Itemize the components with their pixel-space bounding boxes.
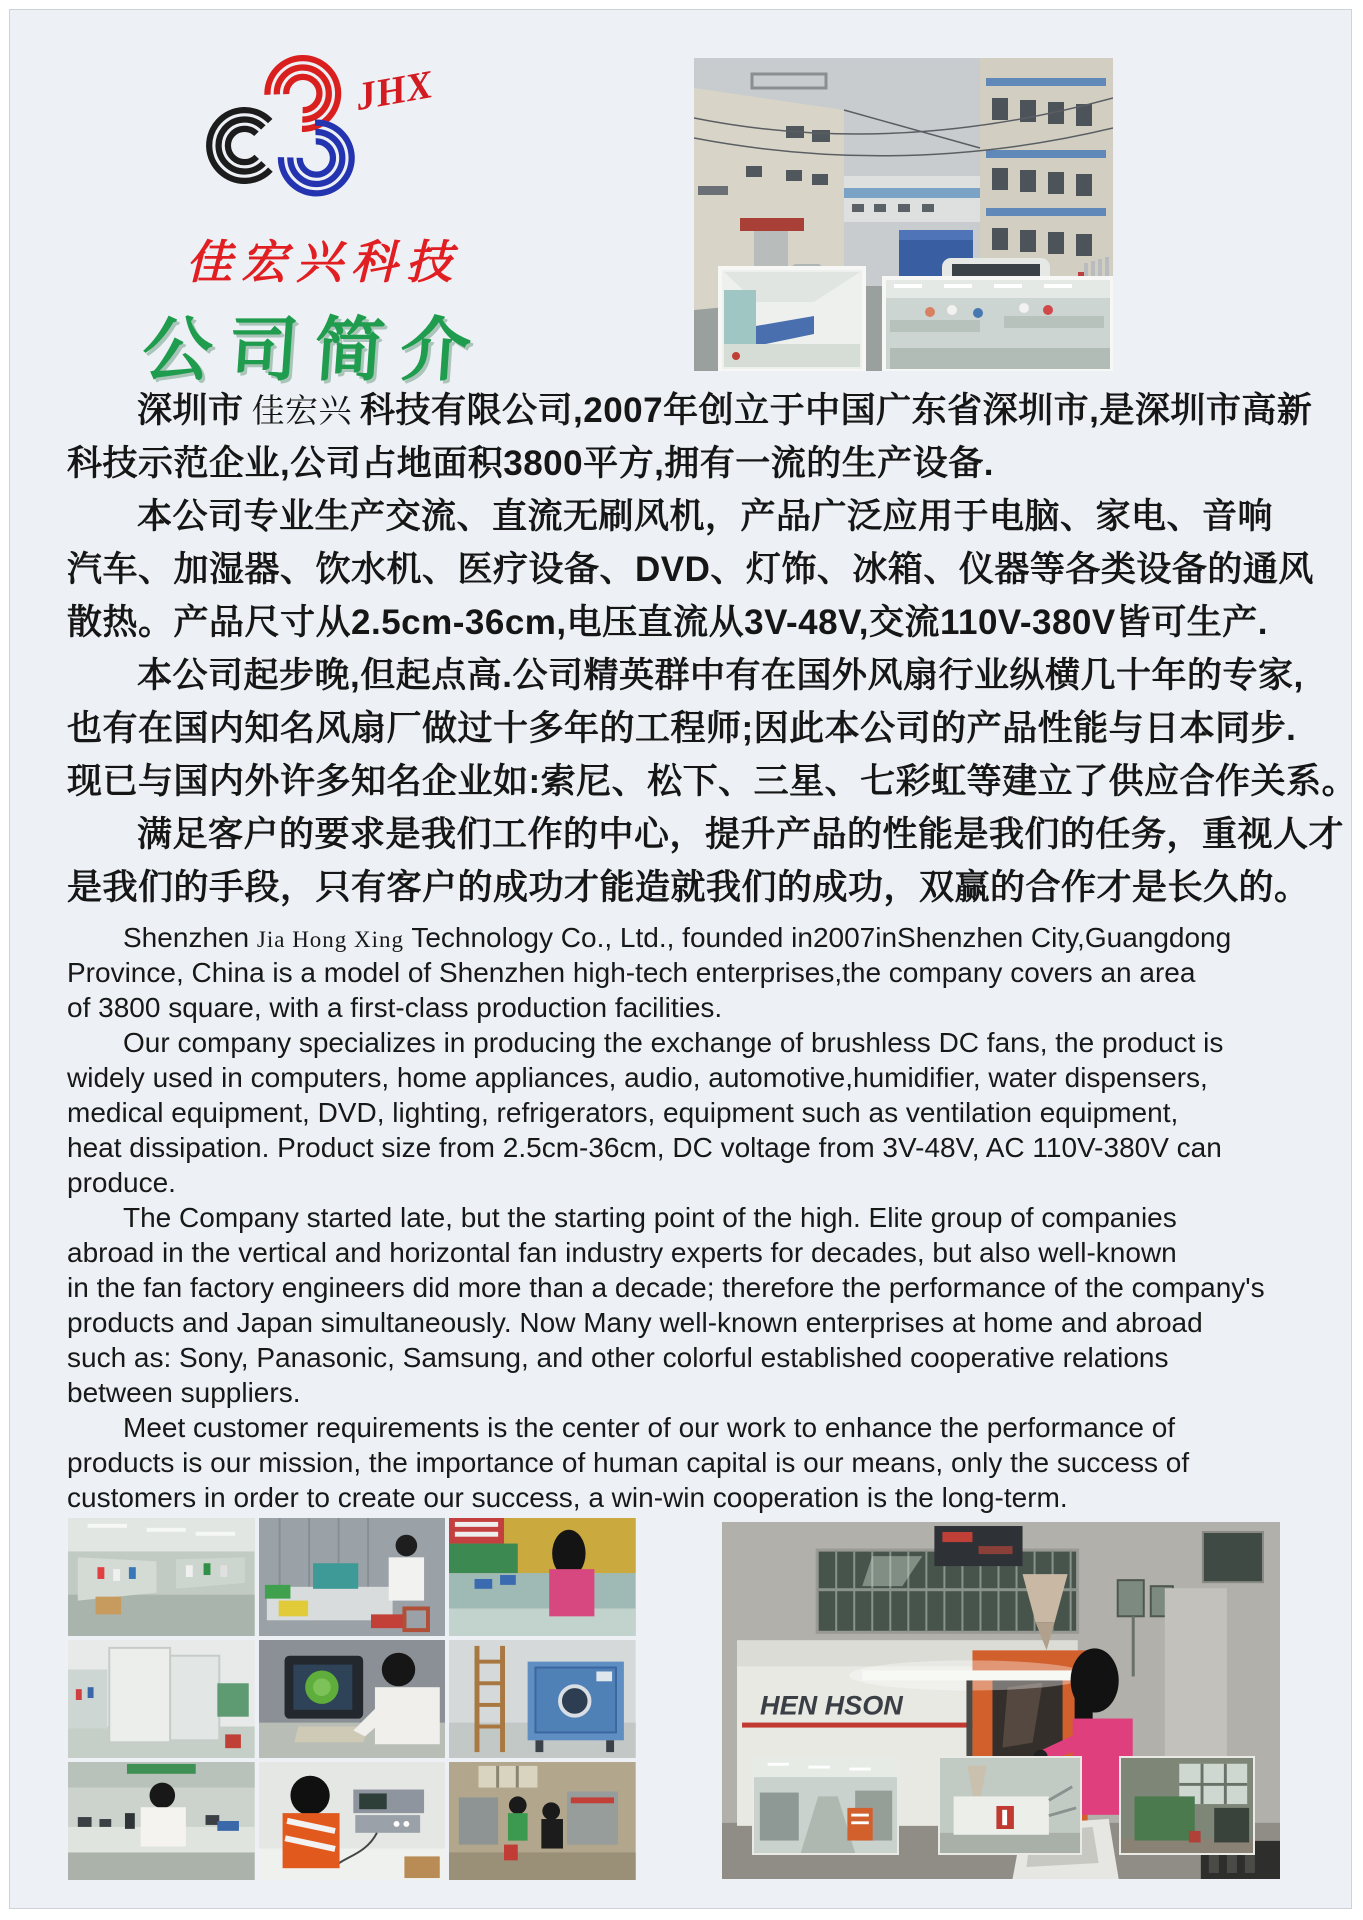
- test-bench-worker-photo: [449, 1518, 636, 1636]
- page-title: 公司简介: [139, 311, 490, 389]
- text-line: Our company specializes in producing the exchange of brushless DC fans, the product is: [123, 1027, 1224, 1058]
- injection-molding-photo: [722, 1522, 1280, 1879]
- partition-room-photo: [68, 1640, 255, 1758]
- text-line: customers in order to create our success, a win-win cooperation is the long-term.: [67, 1482, 1068, 1513]
- production-photo-collage: [68, 1518, 636, 1880]
- workshop-inset-photo: [884, 278, 1112, 371]
- text-line: products is our mission, the importance of human capital is our means, only the success of: [67, 1447, 1190, 1478]
- workshop-aisle-inset-photo: [752, 1756, 899, 1855]
- text-line: widely used in computers, home appliances, audio, automotive,humidifier, water dispensers,: [67, 1062, 1208, 1093]
- molding-machines-inset-photo: [938, 1756, 1082, 1855]
- logo-swirl-blue: [280, 121, 353, 194]
- text-line: 科技示范企业,公司占地面积3800平方,拥有一流的生产设备.: [67, 444, 995, 483]
- text-segment: Shenzhen: [123, 922, 257, 953]
- text-line: 本公司起步晚,但起点高.公司精英群中有在国外风扇行业纵横几十年的专家,: [137, 656, 1304, 695]
- text-line: 本公司专业生产交流、直流无刷风机，产品广泛应用于电脑、家电、音响: [137, 497, 1274, 536]
- assembly-bench-photo: [68, 1762, 255, 1880]
- logo-jhx-text: JHX: [352, 62, 436, 119]
- text-line: The Company started late, but the starting point of the high. Elite group of companies: [123, 1202, 1177, 1233]
- text-line: produce.: [67, 1167, 176, 1198]
- center-building: [844, 176, 986, 222]
- text-segment: Technology Co., Ltd., founded in2007inShenzhen City,Guangdong: [404, 922, 1232, 953]
- text-line: 散热。产品尺寸从2.5cm-36cm,电压直流从3V-48V,交流110V-380V皆可生产.: [67, 603, 1268, 642]
- text-line: products and Japan simultaneously. Now Many well-known enterprises at home and abroad: [67, 1307, 1203, 1338]
- text-line: in the fan factory engineers did more than a decade; therefore the performance of the company's: [67, 1272, 1265, 1303]
- text-segment: 科技有限公司,2007年创立于中国广东省深圳市,是深圳市高新: [360, 391, 1313, 430]
- text-line: medical equipment, DVD, lighting, refrigerators, equipment such as ventilation equipment,: [67, 1097, 1179, 1128]
- text-line: 现已与国内外许多知名企业如:索尼、松下、三星、七彩虹等建立了供应合作关系。: [67, 762, 1358, 801]
- machine-brand-text: HEN HSON: [760, 1690, 903, 1721]
- green-machinery-inset-photo: [1119, 1756, 1255, 1855]
- text-line: Province, China is a model of Shenzhen high-tech enterprises,the company covers an area: [67, 957, 1196, 988]
- text-line: [67, 384, 1318, 437]
- text-line: [67, 920, 1318, 955]
- text-line: 是我们的手段，只有客户的成功才能造就我们的成功，双赢的合作才是长久的。: [67, 868, 1310, 907]
- company-intro-chinese: [67, 384, 1358, 914]
- brand-name-inline: Jia Hong Xing: [256, 927, 405, 952]
- brand-name-inline: 佳宏兴: [251, 394, 353, 430]
- logo-swirl-red: [266, 57, 339, 130]
- company-logo: [178, 40, 438, 225]
- small-window: [1203, 1532, 1263, 1582]
- company-intro-english: [67, 920, 1318, 1515]
- text-segment: 深圳市: [137, 391, 244, 430]
- text-line: of 3800 square, with a first-class production facilities.: [67, 992, 723, 1023]
- text-line: Meet customer requirements is the center of our work to enhance the performance of: [123, 1412, 1176, 1443]
- text-line: abroad in the vertical and horizontal fan industry experts for decades, but also well-known: [67, 1237, 1177, 1268]
- poster-banner: [934, 1526, 1022, 1566]
- computer-inspection-photo: [259, 1640, 446, 1758]
- logo-swirl-black: [195, 96, 295, 196]
- text-line: heat dissipation. Product size from 2.5cm-36cm, DC voltage from 3V-48V, AC 110V-380V can: [67, 1132, 1222, 1163]
- corridor-inset-photo: [720, 268, 864, 371]
- text-line: 汽车、加湿器、饮水机、医疗设备、DVD、灯饰、冰箱、仪器等各类设备的通风: [67, 550, 1314, 589]
- machine-workshop-photo: [449, 1762, 636, 1880]
- factory-exterior-photo: [694, 58, 1113, 371]
- text-line: between suppliers.: [67, 1377, 301, 1408]
- text-line: 也有在国内知名风扇厂做过十多年的工程师;因此本公司的产品性能与日本同步.: [67, 709, 1297, 748]
- soldering-bench-photo: [259, 1518, 446, 1636]
- test-chamber-photo: [449, 1640, 636, 1758]
- oscilloscope-testing-photo: [259, 1762, 446, 1880]
- text-line: such as: Sony, Panasonic, Samsung, and other colorful established cooperative relations: [67, 1342, 1169, 1373]
- brochure-page: [9, 9, 1358, 1909]
- company-name-chinese: 佳宏兴科技: [186, 237, 461, 288]
- assembly-line-photo: [68, 1518, 255, 1636]
- text-line: 满足客户的要求是我们工作的中心，提升产品的性能是我们的任务，重视人才: [137, 815, 1345, 854]
